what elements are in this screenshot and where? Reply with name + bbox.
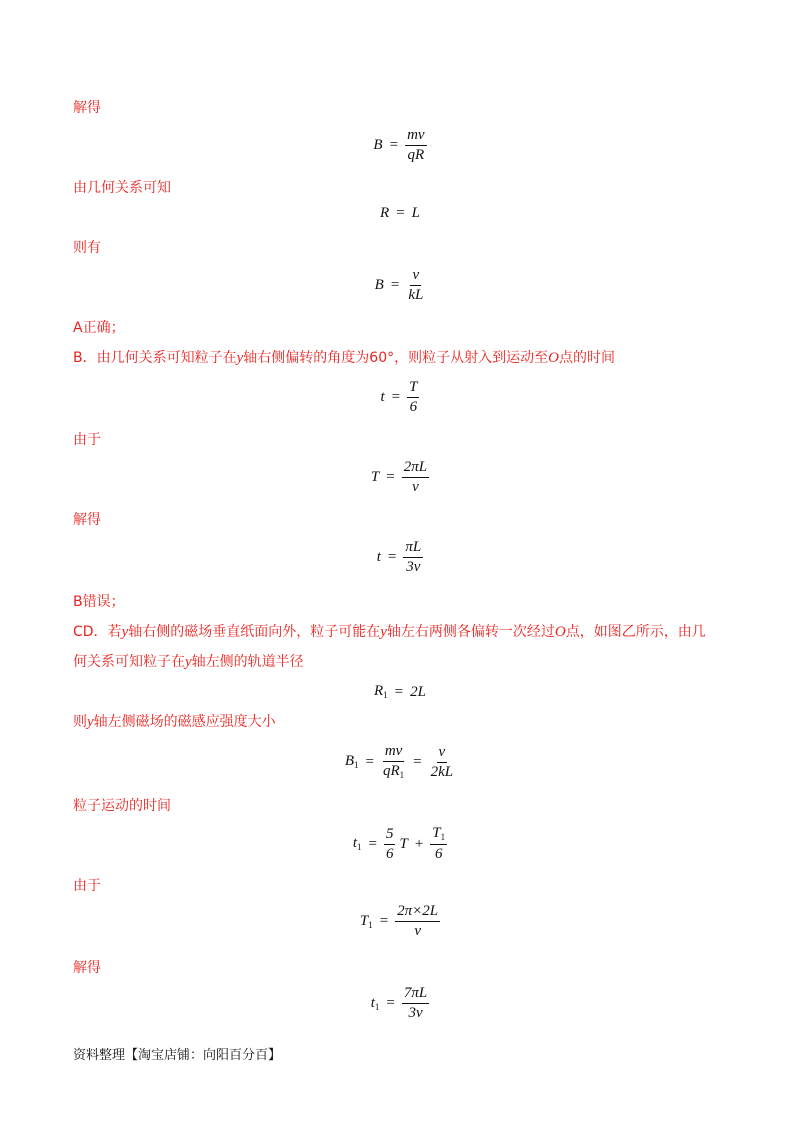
equation-b1: $B_1$ = $\frac{mv}{qR_1}$ = $\frac{v}{2kL}$: [344, 743, 454, 780]
text-line-12: 粒子运动的时间: [73, 798, 171, 814]
text-line-2: 由几何关系可知: [73, 180, 171, 196]
text-line-4: A正确；: [73, 320, 125, 336]
equation-t1-result: $t_1$ = $\frac{7\pi L}{3v}$: [370, 985, 428, 1021]
text-line-8: B错误；: [73, 594, 125, 610]
equation-t1-time: $t_1$ = $\frac{5}{6}$ T + $\frac{T_1}{6}$: [352, 825, 446, 862]
text-line-3: 则有: [73, 240, 101, 256]
equation-t-pil-3v: t = $\frac{\pi L}{3v}$: [376, 539, 422, 575]
equation-r1-2l: $R_1$ = 2L: [374, 683, 426, 700]
footer-source: 资料整理【淘宝店铺：向阳百分百】: [73, 1048, 282, 1063]
equation-t-t-6: t = $\frac{T}{6}$: [380, 379, 418, 415]
equation-b-v-kl: B = $\frac{v}{kL}$: [374, 267, 424, 303]
text-line-5: B．由几何关系可知粒子在y轴右侧偏转的角度为60°，则粒子从射入到运动至O点的时间: [73, 350, 615, 366]
text-line-11: 则y轴左侧磁场的磁感应强度大小: [73, 714, 276, 730]
equation-r-l: R = L: [380, 205, 420, 221]
text-line-14: 解得: [73, 960, 101, 976]
equation-period: T = $\frac{2\pi L}{v}$: [370, 459, 428, 495]
text-line-10: 何关系可知粒子在y轴左侧的轨道半径: [73, 654, 304, 670]
equation-b-mv-qr: B = $\frac{mv}{qR}$: [373, 127, 425, 163]
text-line-9: CD．若y轴右侧的磁场垂直纸面向外，粒子可能在y轴左右两侧各偏转一次经过O点，如图乙所示，由几: [73, 624, 706, 640]
text-line-1: 解得: [73, 100, 101, 116]
text-line-13: 由于: [73, 878, 101, 894]
text-line-6: 由于: [73, 432, 101, 448]
text-line-7: 解得: [73, 512, 101, 528]
equation-t1-period: $T_1$ = $\frac{2\pi\times 2L}{v}$: [359, 903, 439, 939]
